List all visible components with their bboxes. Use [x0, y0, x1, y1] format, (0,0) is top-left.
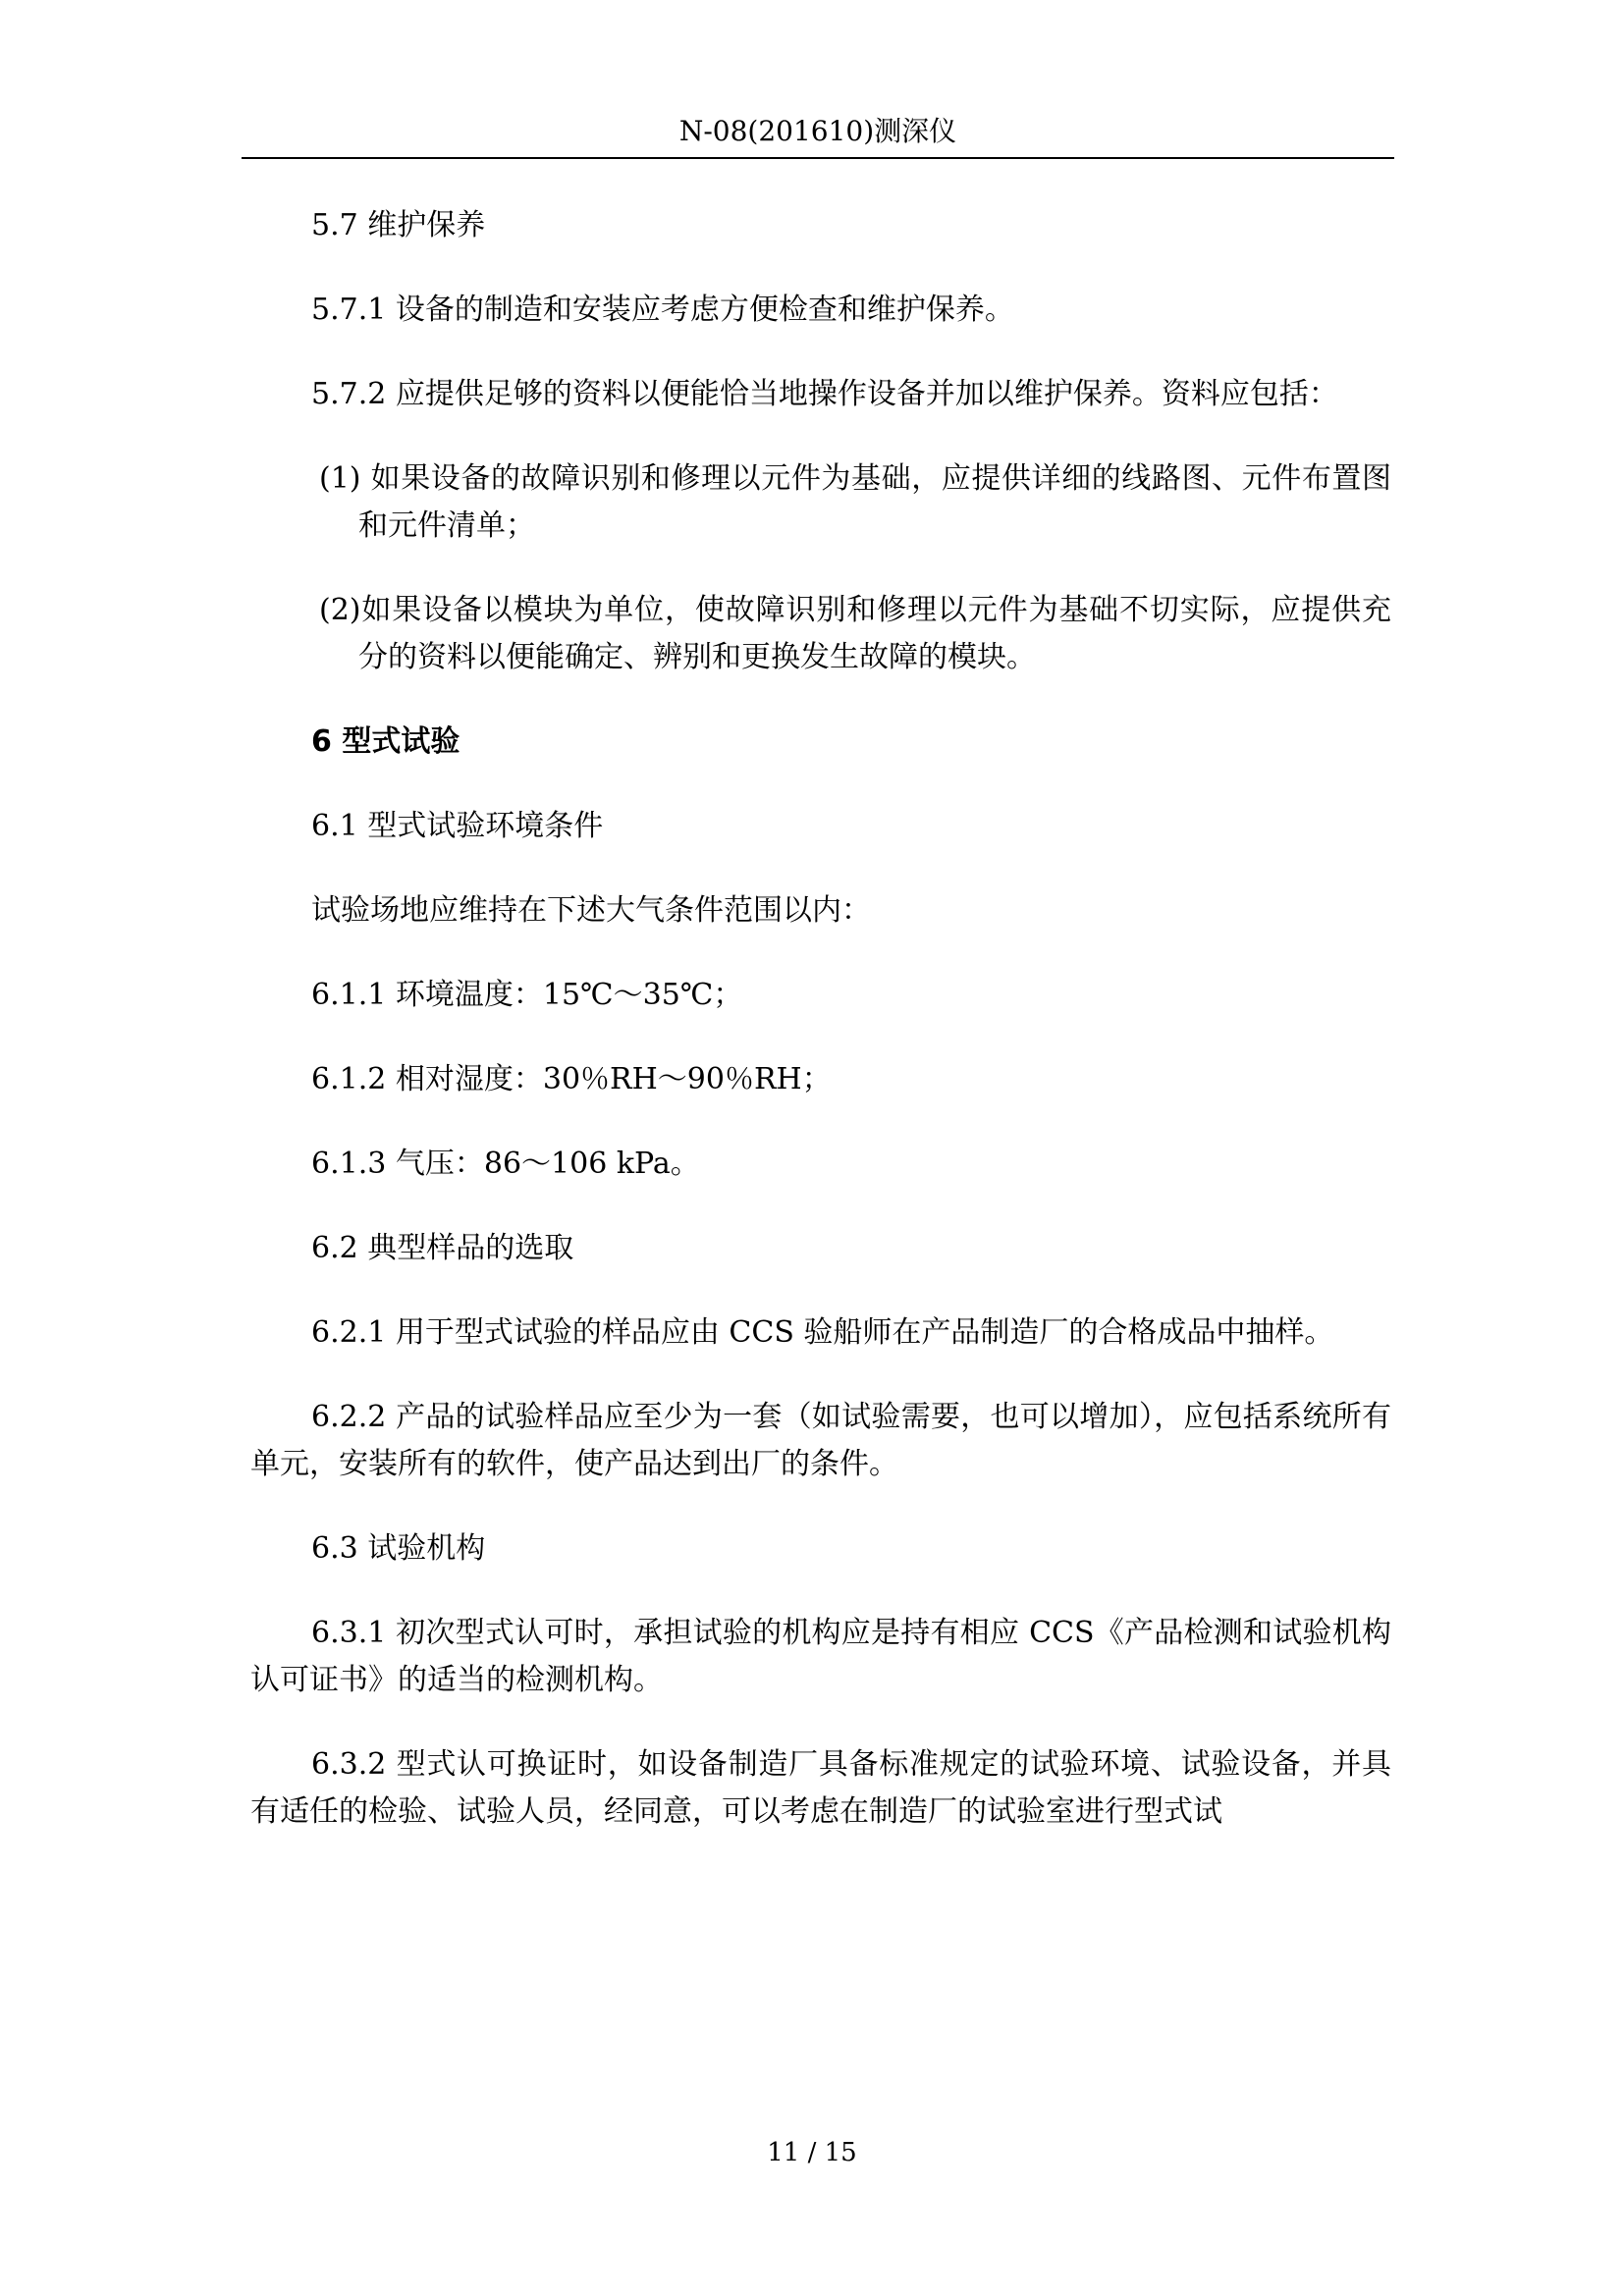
page-header	[242, 116, 1394, 159]
section-6-3-heading: 6.3 试验机构	[311, 1531, 486, 1566]
clause-6-1-1: 6.1.1 环境温度：15℃～35℃；	[311, 978, 743, 1012]
list-item-1: (1) 如果设备的故障识别和修理以元件为基础，应提供详细的线路图、元件布置图和元件清单；	[319, 461, 1391, 543]
document-body	[250, 202, 1391, 1836]
section-6-heading: 6 型式试验	[311, 724, 460, 759]
clause-6-3-1: 6.3.1 初次型式认可时，承担试验的机构应是持有相应 CCS《产品检测和试验机构认可证书》的适当的检测机构。	[250, 1616, 1391, 1697]
section-5-7-heading: 5.7 维护保养	[311, 208, 486, 242]
clause-6-2-2: 6.2.2 产品的试验样品应至少为一套（如试验需要，也可以增加），应包括系统所有单元，安装所有的软件，使产品达到出厂的条件。	[250, 1400, 1391, 1481]
clause-6-1-3: 6.1.3 气压：86～106 kPa。	[311, 1147, 700, 1181]
list-item-2: (2)如果设备以模块为单位，使故障识别和修理以元件为基础不切实际，应提供充分的资料以便能确定、辨别和更换发生故障的模块。	[319, 593, 1391, 674]
clause-5-7-1: 5.7.1 设备的制造和安装应考虑方便检查和维护保养。	[311, 293, 1014, 327]
clause-6-3-2: 6.3.2 型式认可换证时，如设备制造厂具备标准规定的试验环境、试验设备，并具有适任的检验、试验人员，经同意，可以考虑在制造厂的试验室进行型式试	[250, 1747, 1391, 1829]
section-6-1-heading: 6.1 型式试验环境条件	[311, 809, 604, 843]
page-number: 11 / 15	[767, 2138, 857, 2167]
header-title: N-08(201610)测深仪	[678, 115, 957, 147]
clause-6-1-2: 6.1.2 相对湿度：30％RH～90％RH；	[311, 1062, 832, 1096]
clause-6-2-1: 6.2.1 用于型式试验的样品应由 CCS 验船师在产品制造厂的合格成品中抽样。	[311, 1315, 1334, 1350]
page-footer	[0, 2138, 1624, 2167]
clause-5-7-2: 5.7.2 应提供足够的资料以便能恰当地操作设备并加以维护保养。资料应包括：	[311, 377, 1338, 411]
section-6-2-heading: 6.2 典型样品的选取	[311, 1231, 574, 1265]
section-6-1-intro: 试验场地应维持在下述大气条件范围以内：	[311, 893, 871, 928]
